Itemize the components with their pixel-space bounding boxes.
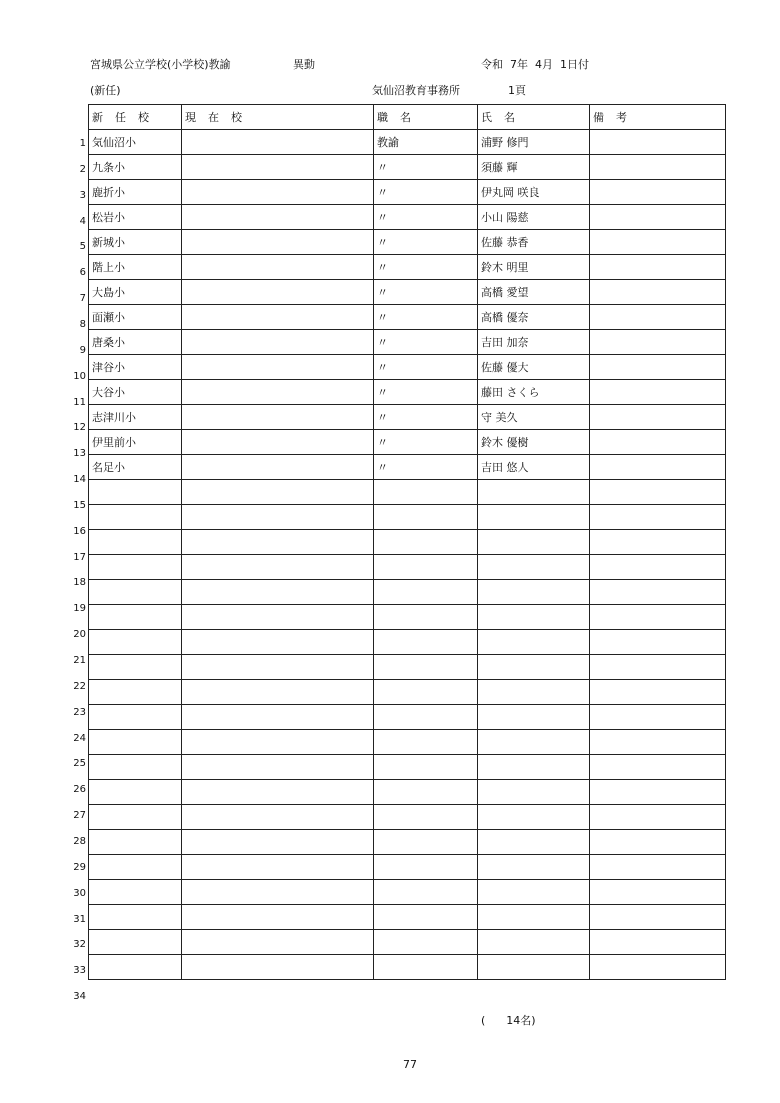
current-school-cell — [182, 130, 374, 155]
current-school-cell — [182, 330, 374, 355]
current-school-cell — [182, 355, 374, 380]
table-row — [89, 805, 726, 830]
current-school-cell — [182, 580, 374, 605]
row-number: 21 — [73, 655, 86, 666]
new-school-cell: 志津川小 — [89, 405, 182, 430]
table-row — [89, 530, 726, 555]
new-school-cell: 伊里前小 — [89, 430, 182, 455]
row-number: 30 — [73, 887, 86, 899]
table-row — [89, 705, 726, 730]
table-row — [89, 905, 726, 930]
current-school-cell — [182, 630, 374, 655]
current-school-cell — [182, 480, 374, 505]
remarks-cell — [590, 155, 726, 180]
current-school-cell — [182, 955, 374, 980]
remarks-cell — [590, 580, 726, 605]
current-school-cell — [182, 755, 374, 780]
new-school-cell — [89, 730, 182, 755]
new-school-cell — [89, 830, 182, 855]
current-school-cell — [182, 805, 374, 830]
current-school-cell — [182, 455, 374, 480]
row-number: 5 — [79, 241, 86, 253]
table-row — [89, 280, 726, 305]
remarks-cell — [590, 780, 726, 805]
remarks-cell — [590, 505, 726, 530]
job-title-cell — [374, 605, 478, 630]
new-school-cell — [89, 580, 182, 605]
table-row — [89, 630, 726, 655]
job-title-cell: 〃 — [374, 430, 478, 455]
header-remarks: 備考 — [590, 105, 726, 130]
table-row — [89, 955, 726, 980]
row-number: 10 — [73, 370, 86, 382]
table-row — [89, 405, 726, 430]
new-school-cell: 気仙沼小 — [89, 130, 182, 155]
current-school-cell — [182, 655, 374, 680]
page-number: 77 — [403, 1058, 417, 1071]
name-cell — [478, 755, 590, 780]
current-school-cell — [182, 880, 374, 905]
remarks-cell — [590, 830, 726, 855]
job-title-cell — [374, 830, 478, 855]
row-number: 1 — [79, 138, 86, 149]
new-school-cell — [89, 655, 182, 680]
row-number: 32 — [73, 939, 86, 951]
row-number: 3 — [79, 189, 86, 201]
name-cell: 伊丸岡 咲良 — [478, 180, 590, 205]
name-cell — [478, 880, 590, 905]
new-school-cell — [89, 855, 182, 880]
name-cell — [478, 930, 590, 955]
name-cell — [478, 905, 590, 930]
job-title-cell: 〃 — [374, 355, 478, 380]
table-row — [89, 680, 726, 705]
new-school-cell: 鹿折小 — [89, 180, 182, 205]
remarks-cell — [590, 680, 726, 705]
new-school-cell — [89, 630, 182, 655]
table-row — [89, 330, 726, 355]
job-title-cell: 〃 — [374, 180, 478, 205]
current-school-cell — [182, 230, 374, 255]
remarks-cell — [590, 555, 726, 580]
table-row — [89, 755, 726, 780]
row-number: 9 — [79, 344, 86, 356]
new-school-cell — [89, 805, 182, 830]
new-school-cell — [89, 530, 182, 555]
name-cell: 吉田 加奈 — [478, 330, 590, 355]
current-school-cell — [182, 205, 374, 230]
table-row — [89, 305, 726, 330]
job-title-cell — [374, 855, 478, 880]
remarks-cell — [590, 405, 726, 430]
job-title-cell: 〃 — [374, 255, 478, 280]
current-school-cell — [182, 280, 374, 305]
name-cell: 佐藤 優大 — [478, 355, 590, 380]
remarks-cell — [590, 880, 726, 905]
name-cell: 佐藤 恭香 — [478, 230, 590, 255]
row-number: 12 — [73, 422, 86, 434]
name-cell: 藤田 さくら — [478, 380, 590, 405]
name-cell — [478, 780, 590, 805]
remarks-cell — [590, 130, 726, 155]
job-title-cell — [374, 555, 478, 580]
job-title-cell — [374, 730, 478, 755]
row-number: 6 — [79, 267, 86, 279]
table-row — [89, 855, 726, 880]
current-school-cell — [182, 780, 374, 805]
table-row — [89, 455, 726, 480]
table-header-row — [89, 105, 726, 130]
job-title-cell — [374, 705, 478, 730]
current-school-cell — [182, 680, 374, 705]
name-cell: 浦野 修門 — [478, 130, 590, 155]
remarks-cell — [590, 380, 726, 405]
current-school-cell — [182, 555, 374, 580]
table-row — [89, 480, 726, 505]
remarks-cell — [590, 280, 726, 305]
current-school-cell — [182, 605, 374, 630]
job-title-cell: 〃 — [374, 205, 478, 230]
current-school-cell — [182, 855, 374, 880]
remarks-cell — [590, 955, 726, 980]
current-school-cell — [182, 505, 374, 530]
name-cell: 鈴木 優樹 — [478, 430, 590, 455]
remarks-cell — [590, 730, 726, 755]
table-row — [89, 555, 726, 580]
table-row — [89, 430, 726, 455]
table-row — [89, 180, 726, 205]
new-school-cell: 新城小 — [89, 230, 182, 255]
row-number: 17 — [73, 551, 86, 563]
current-school-cell — [182, 155, 374, 180]
current-school-cell — [182, 405, 374, 430]
effective-date: 令和 7年 4月 1日付 — [481, 58, 589, 71]
current-school-cell — [182, 930, 374, 955]
header-current-school: 現在校 — [182, 105, 374, 130]
row-number: 33 — [73, 965, 86, 977]
office-name: 気仙沼教育事務所 — [372, 84, 460, 97]
new-school-cell — [89, 505, 182, 530]
appointment-type: (新任) — [90, 84, 121, 97]
row-number: 28 — [73, 835, 86, 847]
table-row — [89, 505, 726, 530]
job-title-cell: 〃 — [374, 405, 478, 430]
current-school-cell — [182, 530, 374, 555]
remarks-cell — [590, 355, 726, 380]
name-cell — [478, 580, 590, 605]
job-title-cell — [374, 480, 478, 505]
name-cell: 高橋 愛望 — [478, 280, 590, 305]
job-title-cell — [374, 955, 478, 980]
remarks-cell — [590, 755, 726, 780]
remarks-cell — [590, 455, 726, 480]
new-school-cell — [89, 930, 182, 955]
new-school-cell: 唐桑小 — [89, 330, 182, 355]
row-number: 18 — [73, 577, 86, 589]
row-number: 20 — [73, 629, 86, 641]
table-row — [89, 380, 726, 405]
name-cell — [478, 955, 590, 980]
remarks-cell — [590, 430, 726, 455]
remarks-cell — [590, 855, 726, 880]
name-cell — [478, 805, 590, 830]
row-number: 15 — [73, 499, 86, 511]
name-cell — [478, 655, 590, 680]
remarks-cell — [590, 205, 726, 230]
row-number: 4 — [79, 215, 86, 227]
row-number: 8 — [79, 318, 86, 330]
name-cell: 小山 陽慈 — [478, 205, 590, 230]
job-title-cell — [374, 755, 478, 780]
name-cell: 高橋 優奈 — [478, 305, 590, 330]
job-title-cell — [374, 905, 478, 930]
remarks-cell — [590, 630, 726, 655]
new-school-cell — [89, 480, 182, 505]
table-row — [89, 355, 726, 380]
new-school-cell — [89, 955, 182, 980]
row-number: 25 — [73, 758, 86, 770]
row-number: 29 — [73, 861, 86, 873]
row-number: 11 — [73, 396, 86, 408]
table-row — [89, 605, 726, 630]
current-school-cell — [182, 705, 374, 730]
header-name: 氏名 — [478, 105, 590, 130]
current-school-cell — [182, 830, 374, 855]
name-cell — [478, 505, 590, 530]
name-cell: 須藤 輝 — [478, 155, 590, 180]
name-cell — [478, 480, 590, 505]
row-number: 2 — [79, 163, 86, 175]
new-school-cell: 名足小 — [89, 455, 182, 480]
job-title-cell — [374, 930, 478, 955]
name-cell: 吉田 悠人 — [478, 455, 590, 480]
row-number: 23 — [73, 706, 86, 718]
table-row — [89, 205, 726, 230]
name-cell — [478, 855, 590, 880]
row-number: 14 — [73, 474, 86, 486]
row-number: 13 — [73, 448, 86, 460]
current-school-cell — [182, 180, 374, 205]
job-title-cell — [374, 880, 478, 905]
new-school-cell — [89, 605, 182, 630]
job-title-cell: 教諭 — [374, 130, 478, 155]
job-title-cell: 〃 — [374, 455, 478, 480]
job-title-cell — [374, 680, 478, 705]
new-school-cell — [89, 705, 182, 730]
job-title-cell — [374, 580, 478, 605]
name-cell — [478, 555, 590, 580]
new-school-cell: 大谷小 — [89, 380, 182, 405]
table-row — [89, 255, 726, 280]
remarks-cell — [590, 180, 726, 205]
name-cell — [478, 680, 590, 705]
roster-table — [88, 104, 726, 980]
remarks-cell — [590, 605, 726, 630]
new-school-cell — [89, 555, 182, 580]
row-number: 24 — [73, 732, 86, 744]
job-title-cell: 〃 — [374, 230, 478, 255]
name-cell — [478, 530, 590, 555]
table-row — [89, 230, 726, 255]
row-number: 7 — [79, 293, 86, 305]
new-school-cell: 津谷小 — [89, 355, 182, 380]
name-cell — [478, 705, 590, 730]
row-number: 34 — [73, 991, 86, 1003]
row-number: 31 — [73, 913, 86, 925]
row-number: 26 — [73, 784, 86, 796]
remarks-cell — [590, 655, 726, 680]
job-title-cell: 〃 — [374, 305, 478, 330]
job-title-cell — [374, 530, 478, 555]
new-school-cell: 大島小 — [89, 280, 182, 305]
new-school-cell — [89, 880, 182, 905]
job-title-cell: 〃 — [374, 330, 478, 355]
job-title-cell: 〃 — [374, 280, 478, 305]
table-row — [89, 930, 726, 955]
job-title-cell — [374, 505, 478, 530]
header-new-school: 新任校 — [89, 105, 182, 130]
job-title-cell: 〃 — [374, 155, 478, 180]
new-school-cell: 九条小 — [89, 155, 182, 180]
name-cell: 守 美久 — [478, 405, 590, 430]
remarks-cell — [590, 255, 726, 280]
job-title-cell — [374, 805, 478, 830]
category-label: 異動 — [293, 58, 315, 71]
remarks-cell — [590, 905, 726, 930]
remarks-cell — [590, 305, 726, 330]
remarks-cell — [590, 930, 726, 955]
table-row — [89, 155, 726, 180]
job-title-cell: 〃 — [374, 380, 478, 405]
row-number: 19 — [73, 603, 86, 615]
current-school-cell — [182, 305, 374, 330]
table-row — [89, 655, 726, 680]
row-number: 27 — [73, 810, 86, 822]
page-label: 1頁 — [508, 84, 526, 97]
document-title: 宮城県公立学校(小学校)教諭 — [90, 58, 231, 71]
table-row — [89, 880, 726, 905]
name-cell — [478, 630, 590, 655]
new-school-cell — [89, 905, 182, 930]
new-school-cell: 面瀬小 — [89, 305, 182, 330]
remarks-cell — [590, 230, 726, 255]
new-school-cell — [89, 680, 182, 705]
row-number: 22 — [73, 680, 86, 692]
new-school-cell — [89, 755, 182, 780]
remarks-cell — [590, 705, 726, 730]
job-title-cell — [374, 780, 478, 805]
name-cell: 鈴木 明里 — [478, 255, 590, 280]
current-school-cell — [182, 905, 374, 930]
remarks-cell — [590, 805, 726, 830]
table-row — [89, 730, 726, 755]
new-school-cell — [89, 780, 182, 805]
job-title-cell — [374, 655, 478, 680]
current-school-cell — [182, 255, 374, 280]
current-school-cell — [182, 430, 374, 455]
current-school-cell — [182, 730, 374, 755]
table-row — [89, 130, 726, 155]
name-cell — [478, 830, 590, 855]
table-row — [89, 580, 726, 605]
new-school-cell: 松岩小 — [89, 205, 182, 230]
remarks-cell — [590, 530, 726, 555]
job-title-cell — [374, 630, 478, 655]
row-number: 16 — [73, 525, 86, 537]
name-cell — [478, 730, 590, 755]
table-row — [89, 780, 726, 805]
remarks-cell — [590, 330, 726, 355]
name-cell — [478, 605, 590, 630]
total-count: ( 14名) — [481, 1014, 536, 1027]
header-job-title: 職名 — [374, 105, 478, 130]
current-school-cell — [182, 380, 374, 405]
table-row — [89, 830, 726, 855]
new-school-cell: 階上小 — [89, 255, 182, 280]
remarks-cell — [590, 480, 726, 505]
